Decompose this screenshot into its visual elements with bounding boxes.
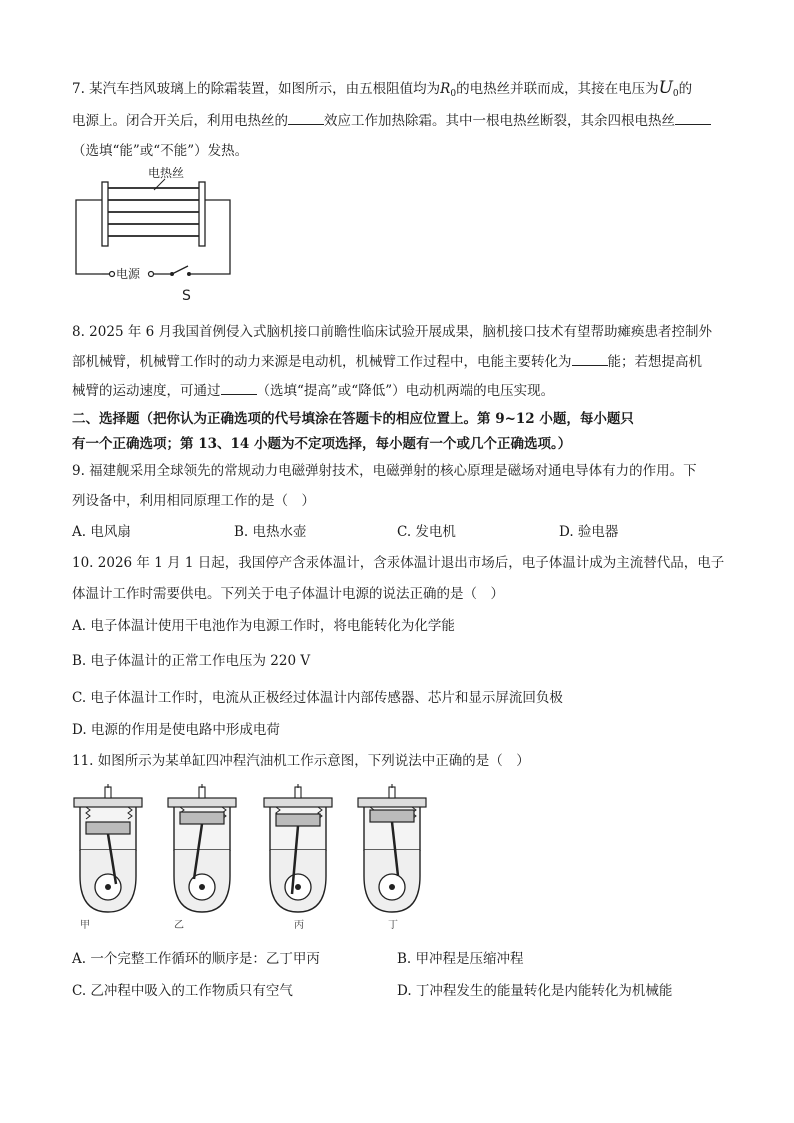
q10-option-d[interactable]: D. 电源的作用是使电路中形成电荷 [72, 722, 280, 738]
q9-line-2: 列设备中，利用相同原理工作的是（ ） [72, 493, 315, 509]
q9-option-c[interactable]: C. 发电机 [397, 524, 456, 540]
q7-line-2: 电源上。闭合开关后，利用电热丝的 效应工作加热除霜。其中一根电热丝断裂，其余四根电热丝 [72, 110, 711, 131]
q7-line-1: 7. 某汽车挡风玻璃上的除霜装置，如图所示，由五根阻值均为$R_0$的电热丝并联而成，其接在电压为$U_0$的 [72, 78, 693, 99]
q7-blank-2[interactable] [675, 110, 711, 125]
q10-line-1: 10. 2026 年 1 月 1 日起，我国停产含汞体温计，含汞体温计退出市场后，电子体温计成为主流替代品，电子 [72, 555, 725, 571]
engine-yi [168, 784, 236, 931]
q7-line-3: （选填“能”或“不能”）发热。 [72, 143, 249, 159]
q7-blank-1[interactable] [288, 110, 324, 125]
q8-blank-1[interactable] [572, 351, 608, 366]
section-2-header-line-1: 二、选择题（把你认为正确选项的代号填涂在答题卡的相应位置上。第 9~12 小题，每小题只 [72, 411, 634, 427]
u0-symbol: $U_0$ [658, 78, 679, 99]
svg-text:丙: 丙 [294, 920, 304, 931]
engine-bing [264, 784, 332, 931]
q10-option-c[interactable]: C. 电子体温计工作时，电流从正极经过体温计内部传感器、芯片和显示屏流回负极 [72, 690, 563, 706]
power-source-label: 电源 [116, 267, 141, 281]
q8-line-2: 部机械臂，机械臂工作时的动力来源是电动机，机械臂工作过程中，电能主要转化为 能；若想提高机 [72, 351, 702, 372]
heating-wire-label: 电热丝 [148, 166, 185, 180]
four-stroke-engine-figure [70, 784, 440, 934]
q8-line-1: 8. 2025 年 6 月我国首例侵入式脑机接口前瞻性临床试验开展成果，脑机接口技术有望帮助瘫痪患者控制外 [72, 324, 712, 340]
section-2-header-line-2: 有一个正确选项；第 13、14 小题为不定项选择，每小题有一个或几个正确选项。） [72, 436, 572, 452]
engine-ding [358, 784, 426, 931]
q7-text: 7. 某汽车挡风玻璃上的除霜装置，如图所示，由五根阻值均为 [72, 81, 441, 97]
heating-wires [108, 188, 199, 236]
q9-option-b[interactable]: B. 电热水壶 [234, 524, 307, 540]
q9-option-a[interactable]: A. 电风扇 [72, 524, 131, 540]
q10-option-a[interactable]: A. 电子体温计使用干电池作为电源工作时，将电能转化为化学能 [72, 618, 455, 634]
switch-label: S [182, 288, 191, 304]
svg-text:丁: 丁 [388, 920, 398, 931]
q10-option-b[interactable]: B. 电子体温计的正常工作电压为 220 V [72, 653, 311, 669]
q8-blank-2[interactable] [221, 380, 257, 395]
q11-option-d[interactable]: D. 丁冲程发生的能量转化是内能转化为机械能 [397, 983, 673, 999]
q11-option-c[interactable]: C. 乙冲程中吸入的工作物质只有空气 [72, 983, 293, 999]
q11-line-1: 11. 如图所示为某单缸四冲程汽油机工作示意图，下列说法中正确的是（ ） [72, 753, 530, 769]
engine-jia [74, 784, 142, 931]
q9-option-d[interactable]: D. 验电器 [559, 524, 619, 540]
defroster-circuit-figure [70, 166, 240, 304]
switch-icon [172, 266, 188, 274]
q11-option-b[interactable]: B. 甲冲程是压缩冲程 [397, 951, 524, 967]
svg-text:甲: 甲 [80, 920, 90, 931]
q10-line-2: 体温计工作时需要供电。下列关于电子体温计电源的说法正确的是（ ） [72, 586, 504, 602]
q9-line-1: 9. 福建舰采用全球领先的常规动力电磁弹射技术，电磁弹射的核心原理是磁场对通电导体有力的作用。下 [72, 463, 697, 479]
q11-option-a[interactable]: A. 一个完整工作循环的顺序是：乙丁甲丙 [72, 951, 320, 967]
q8-line-3: 械臂的运动速度，可通过 （选填“提高”或“降低”）电动机两端的电压实现。 [72, 380, 554, 401]
r0-symbol: $R_0$ [440, 81, 457, 99]
svg-text:乙: 乙 [174, 920, 184, 931]
